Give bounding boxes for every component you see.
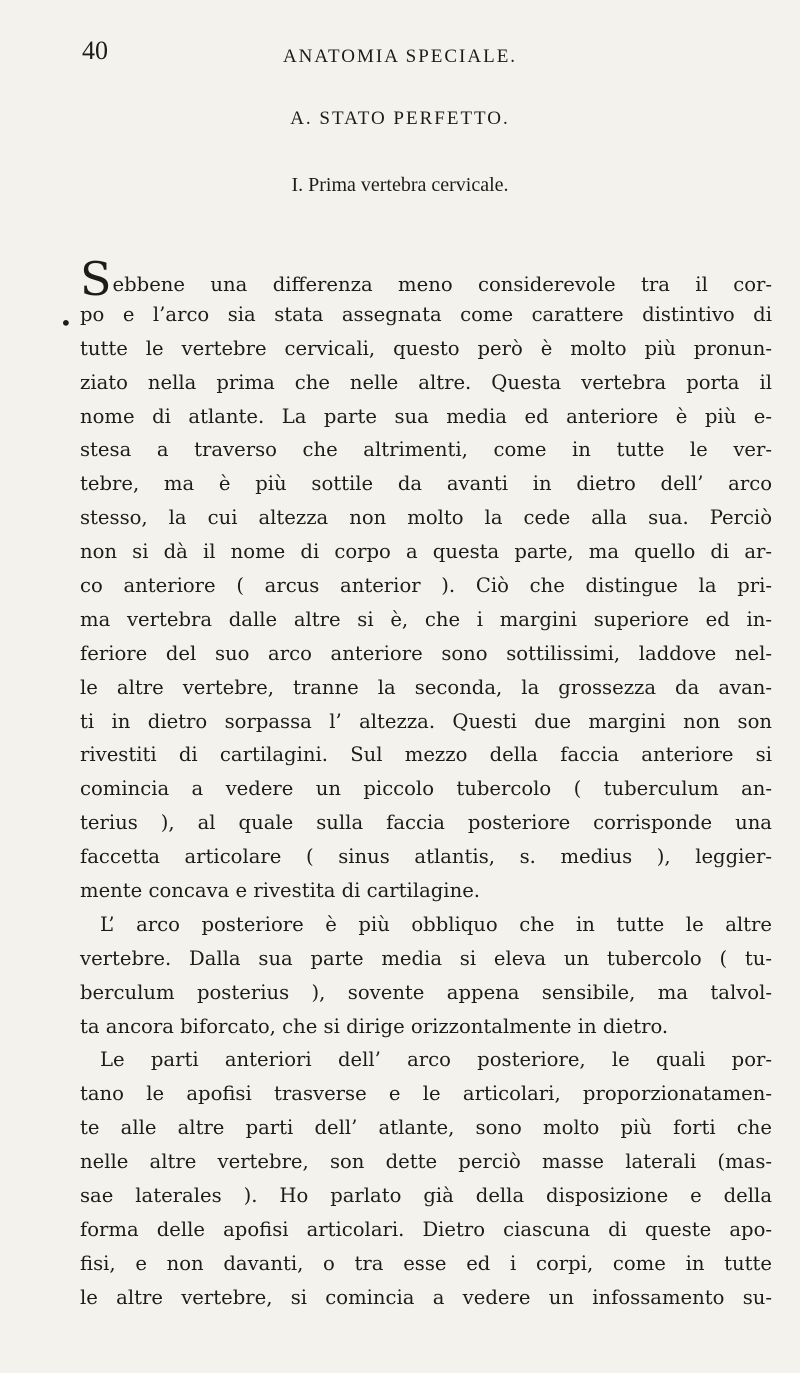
text-line: forma delle apofisi articolari. Dietro ciascuna di queste apo- (80, 1217, 772, 1241)
text-line: berculum posterius ), sovente appena sensibile, ma talvol- (80, 980, 772, 1004)
subsection-title: I. Prima vertebra cervicale. (291, 174, 509, 196)
text-line: faccetta articolare ( sinus atlantis, s. medius ), leggier- (80, 845, 772, 869)
text-line: le altre vertebre, tranne la seconda, la grossezza da avan- (80, 675, 772, 699)
text-line: fisi, e non davanti, o tra esse ed i corpi, come in tutte (80, 1251, 772, 1275)
text-line: feriore del suo arco anteriore sono sottilissimi, laddove nel- (80, 641, 772, 665)
text-line: sae laterales ). Ho parlato già della disposizione e della (80, 1184, 772, 1208)
text-line: le altre vertebre, si comincia a vedere un infossamento su- (80, 1285, 772, 1309)
text-line: ma vertebra dalle altre si è, che i margini superiore ed in- (80, 607, 772, 631)
section-title: A. STATO PERFETTO. (290, 108, 510, 129)
text-line: stesso, la cui altezza non molto la cede alla sua. Perciò (80, 506, 772, 530)
text-line: Le parti anteriori dell’ arco posteriore, le quali por- (100, 1048, 772, 1072)
running-head: ANATOMIA SPECIALE. (282, 46, 518, 67)
page-number: 40 (82, 36, 108, 65)
text-line: ta ancora biforcato, che si dirige orizzontalmente in dietro. (80, 1014, 669, 1038)
text-line: terius ), al quale sulla faccia posteriore corrisponde una (80, 811, 772, 835)
text-line (80, 252, 772, 306)
text-line: co anteriore ( arcus anterior ). Ciò che distingue la pri- (80, 574, 772, 598)
text-line: po e l’arco sia stata assegnata come carattere distintivo di (80, 302, 772, 326)
margin-mark: • (60, 311, 72, 335)
text-line: tano le apofisi trasverse e le articolari, proporzionatamen- (80, 1082, 772, 1106)
text-line: L’ arco posteriore è più obbliquo che in tutte le altre (100, 912, 772, 936)
text-line: non si dà il nome di corpo a questa parte, ma quello di ar- (80, 540, 772, 564)
text-line: tutte le vertebre cervicali, questo però è molto più pronun- (80, 336, 772, 360)
text-line: nelle altre vertebre, son dette perciò masse laterali (mas- (80, 1150, 772, 1174)
body-text (80, 252, 772, 1315)
text-line: ziato nella prima che nelle altre. Questa vertebra porta il (80, 370, 772, 394)
text-line-content: ebbene una differenza meno considerevole tra il cor- (112, 273, 772, 296)
text-line: ti in dietro sorpassa l’ altezza. Questi due margini non son (80, 709, 772, 733)
text-line: stesa a traverso che altrimenti, come in tutte le ver- (80, 438, 772, 462)
drop-cap: S (80, 252, 112, 306)
text-line: nome di atlante. La parte sua media ed anteriore è più e- (80, 404, 772, 428)
text-line: comincia a vedere un piccolo tubercolo ( tuberculum an- (80, 777, 772, 801)
text-line: rivestiti di cartilagini. Sul mezzo della faccia anteriore si (80, 743, 772, 767)
text-line: te alle altre parti dell’ atlante, sono molto più forti che (80, 1116, 772, 1140)
text-line: vertebre. Dalla sua parte media si eleva un tubercolo ( tu- (80, 946, 772, 970)
text-line: mente concava e rivestita di cartilagine. (80, 879, 481, 903)
text-line: tebre, ma è più sottile da avanti in dietro dell’ arco (80, 472, 772, 496)
